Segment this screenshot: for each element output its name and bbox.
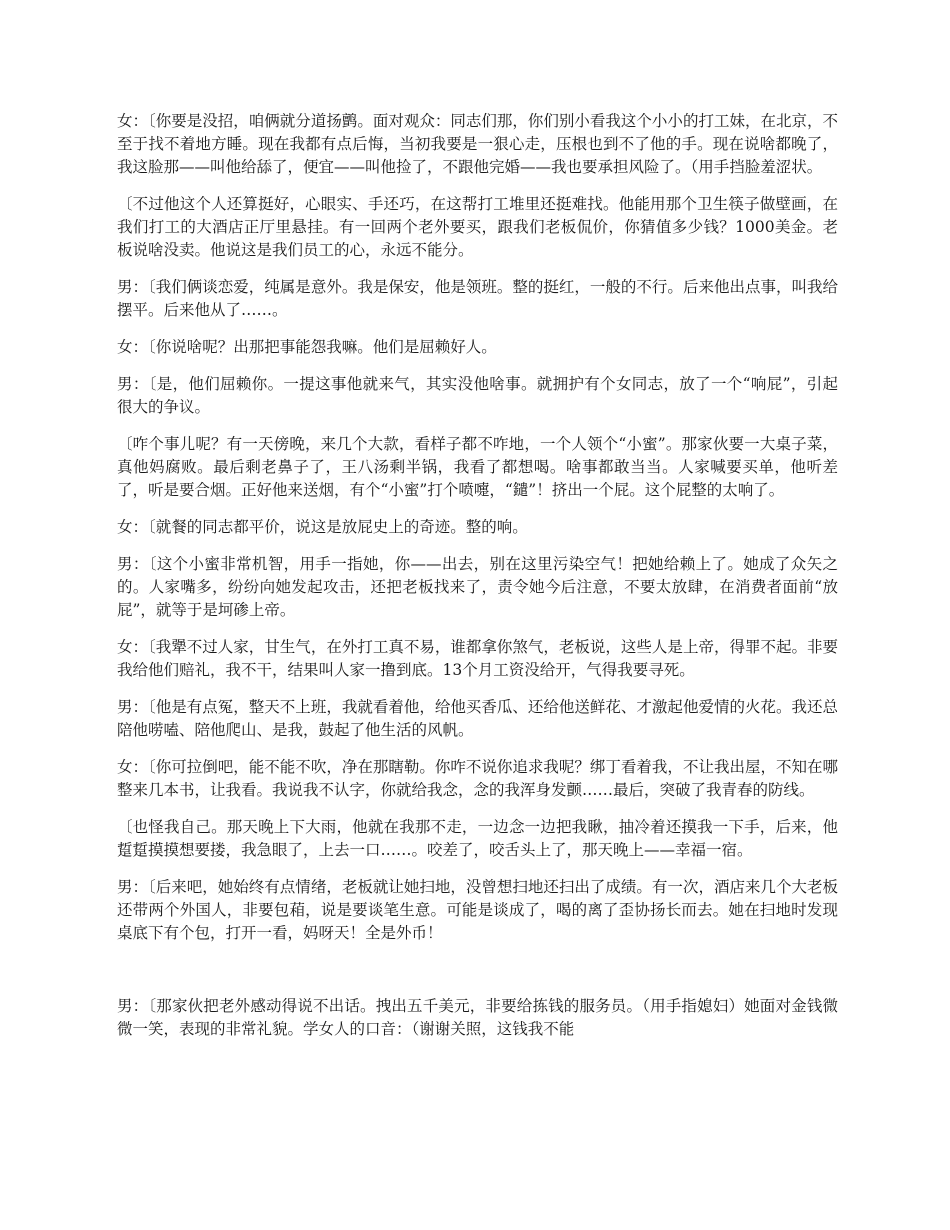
paragraph: 〔也怪我自己。那天晚上下大雨，他就在我那不走，一边念一边把我瞅，抽冷着还摸我一下手，后来，他踅踅摸摸想要搂，我急眼了，上去一口……。咬差了，咬舌头上了，那天晚上——幸福一宿。	[117, 818, 838, 859]
paragraph: 女：〔我犟不过人家，甘生气，在外打工真不易，谁都拿你煞气，老板说，这些人是上帝，得罪不起。非要我给他们赔礼，我不干，结果叫人家一撸到底。13个月工资没给开，气得我要寻死。	[117, 638, 838, 679]
paragraph: 男：〔我们俩谈恋爱，纯属是意外。我是保安，他是领班。整的挺红，一般的不行。后来他出点事，叫我给摆平。后来他从了……。	[117, 278, 838, 319]
paragraph: 〔咋个事儿呢？有一天傍晚，来几个大款，看样子都不咋地，一个人领个“小蜜”。那家伙要一大桌子菜，真他妈腐败。最后剩老鼻子了，王八汤剩半锅，我看了都想喝。啥事都敢当当。人家喊要买单，他听差了，听是要合烟。正好他来送烟，有个“小蜜”打个喷嚏，“鑓”！挤出一个屁。这个屁整的太响了。	[117, 435, 838, 499]
paragraph: 女：〔你可拉倒吧，能不能不吹，净在那瞎勒。你咋不说你追求我呢？绑丁看着我，不让我出屋，不知在哪整来几本书，让我看。我说我不认字，你就给我念，念的我浑身发颤……最后，突破了我青春的防线。	[117, 758, 838, 799]
paragraph: 男：〔那家伙把老外感动得说不出话。拽出五千美元，非要给拣钱的服务员。（用手指媳妇）她面对金钱微微一笑，表现的非常礼貌。学女人的口音：（谢谢关照，这钱我不能	[117, 997, 838, 1038]
paragraph: 男：〔这个小蜜非常机智，用手一指她，你——出去，别在这里污染空气！把她给赖上了。她成了众矢之的。人家嘴多，纷纷向她发起攻击，还把老板找来了，责令她今后注意，不要太放肆，在消费者面前“放屁”，就等于是坷碜上帝。	[117, 555, 838, 619]
paragraph: 男：〔是，他们屈赖你。一提这事他就来气，其实没他啥事。就拥护有个女同志，放了一个“响屁”，引起很大的争议。	[117, 375, 838, 416]
paragraph: 女：〔就餐的同志都平价，说这是放屁史上的奇迹。整的响。	[117, 518, 528, 536]
paragraph: 男：〔后来吧，她始终有点情绪，老板就让她扫地，没曾想扫地还扫出了成绩。有一次，酒店来几个大老板还带两个外国人，非要包葙，说是要谈笔生意。可能是谈成了，喝的离了歪协扬长而去。她在扫地时发现桌底下有个包，打开一看，妈呀天！全是外币！	[117, 878, 838, 942]
paragraph: 男：〔他是有点冤，整天不上班，我就看着他，给他买香瓜、还给他送鲜花、才激起他爱情的火花。我还总陪他唠嗑、陪他爬山、是我，鼓起了他生活的风帆。	[117, 698, 838, 739]
paragraph: 女：〔你要是没招，咱俩就分道扬鹯。面对观众：同志们那，你们别小看我这个小小的打工妹，在北京，不至于找不着地方睡。现在我都有点后悔，当初我要是一狠心走，压根也到不了他的手。现在说啥都晚了，我这脸那——叫他给舔了，便宜——叫他捡了，不跟他完婚——我也要承担风险了。（用手挡脸羞涩状。	[117, 112, 838, 176]
paragraph: 〔不过他这个人还算挺好，心眼实、手还巧，在这帮打工堆里还挺难找。他能用那个卫生筷子做壁画，在我们打工的大酒店正厅里悬挂。有一回两个老外要买，跟我们老板侃价，你猜值多少钱？1000美金。老板说啥没卖。他说这是我们员工的心，永远不能分。	[117, 195, 838, 259]
paragraph: 女：〔你说啥呢？出那把事能怨我嘛。他们是屈赖好人。	[117, 338, 497, 356]
